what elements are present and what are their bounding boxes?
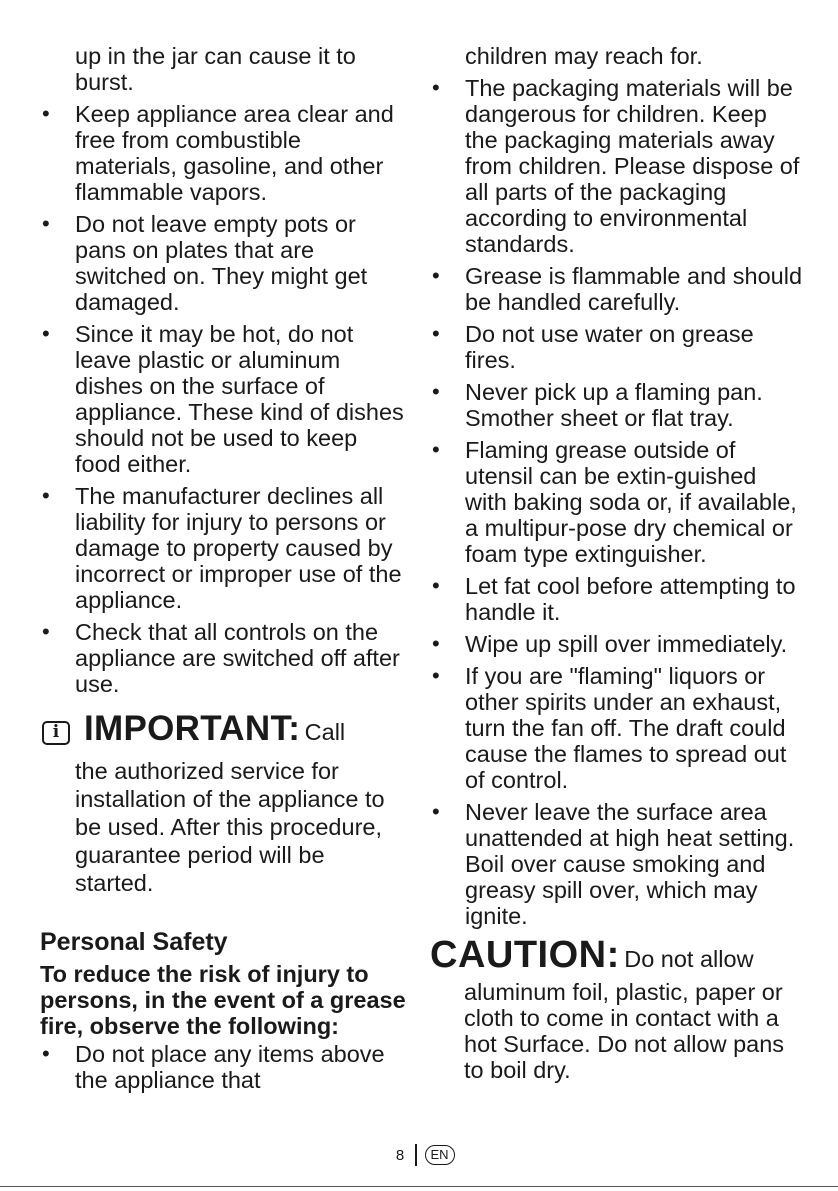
bullet-list <box>40 1041 408 1093</box>
left-column <box>40 43 408 1099</box>
list-item: • Since it may be hot, do not leave plastic or aluminum dishes on the surface of appliance. These kind of dishes should not be used to keep food either. <box>40 321 408 477</box>
continued-text: children may reach for. <box>465 43 703 69</box>
bottom-rule <box>0 1186 838 1187</box>
continued-text: up in the jar can cause it to burst. <box>75 43 356 95</box>
caution-note-body: aluminum foil, plastic, paper or cloth to come in contact with a hot Surface. Do not allow pans to boil dry. <box>464 979 785 1083</box>
list-item: • Check that all controls on the appliance are switched off after use. <box>40 619 408 697</box>
language-badge: EN <box>425 1145 455 1165</box>
section-title: Personal Safety <box>40 928 228 956</box>
caution-note-header <box>430 935 802 983</box>
list-item: • The manufacturer declines all liability for injury to persons or damage to property caused by incorrect or improper use of the appliance. <box>40 483 408 613</box>
important-note-header <box>40 709 408 756</box>
important-note-body: the authorized service for installation of the appliance to be used. After this procedure, guarantee period will be started. <box>75 758 385 896</box>
list-item: • Let fat cool before attempting to handle it. <box>430 573 802 625</box>
list-item: • Do not place any items above the appliance that <box>40 1041 408 1093</box>
page-number: 8 <box>395 1146 405 1164</box>
list-item: • Grease is flammable and should be handled carefully. <box>430 263 802 315</box>
list-item: • Keep appliance area clear and free from combustible materials, gasoline, and other flammable vapors. <box>40 101 408 205</box>
caution-label: CAUTION: <box>430 934 620 976</box>
list-item: • The packaging materials will be dangerous for children. Keep the packaging materials away from children. Please dispose of all parts of the packaging according to environmental standards. <box>430 75 802 257</box>
bullet-list <box>40 101 408 697</box>
important-label: IMPORTANT: <box>84 709 301 748</box>
list-item: • Wipe up spill over immediately. <box>430 631 802 657</box>
list-item: • Do not use water on grease fires. <box>430 321 802 373</box>
info-icon: i <box>42 721 70 745</box>
list-item: • Never leave the surface area unattended at high heat setting. Boil over cause smoking and greasy spill over, which may ignite. <box>430 799 802 929</box>
right-column <box>430 43 802 1083</box>
list-item: • Never pick up a flaming pan. Smother sheet or flat tray. <box>430 379 802 431</box>
page-footer <box>393 1144 455 1166</box>
caution-lead-text: Do not allow <box>624 946 754 972</box>
important-lead-text: Call <box>304 719 346 745</box>
list-item: • Do not leave empty pots or pans on plates that are switched on. They might get damaged. <box>40 211 408 315</box>
footer-divider <box>415 1144 417 1166</box>
list-item: • If you are "flaming" liquors or other spirits under an exhaust, turn the fan off. The draft could cause the flames to spread out of control. <box>430 663 802 793</box>
list-item: • Flaming grease outside of utensil can be extin-guished with baking soda or, if available, a multipur-pose dry chemical or foam type extinguisher. <box>430 437 802 567</box>
section-intro: To reduce the risk of injury to persons, in the event of a grease fire, observe the following: <box>40 961 406 1039</box>
bullet-list <box>430 75 802 929</box>
